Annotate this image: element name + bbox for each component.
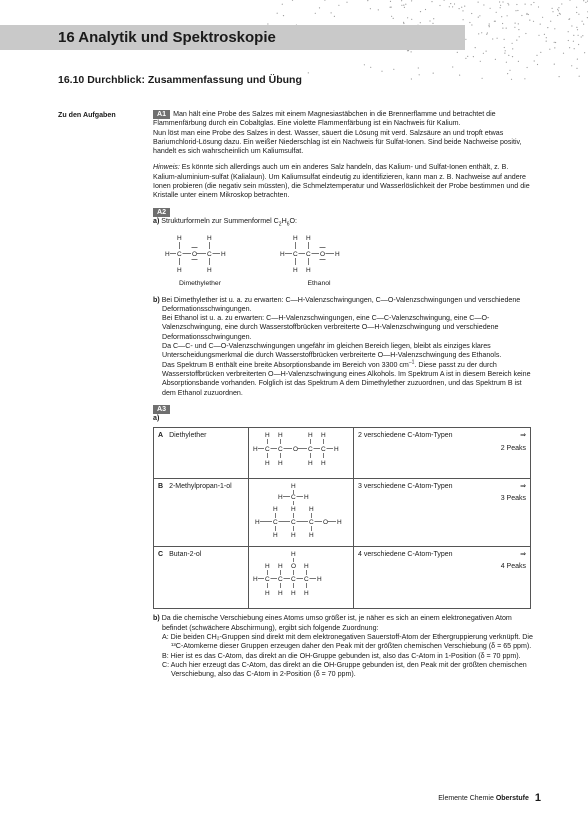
svg-text:O: O [293,446,299,454]
a2-a-text: a) Strukturformeln zur Summenformel $C_2H_6O$: [153,216,297,228]
svg-text:H: H [337,518,342,526]
svg-text:H: H [265,563,270,571]
svg-text:H: H [317,576,322,584]
svg-text:H: H [293,235,298,243]
task-tag-a3: A3 [153,405,170,414]
svg-text:C: C [265,576,270,584]
butanol-structure [249,547,354,609]
svg-text:H: H [177,267,182,275]
svg-text:H: H [321,460,326,468]
a3-b-item-b: B: Hier ist es das C-Atom, das direkt an die OH-Gruppe gebunden ist, also das C-Atom in 1-Position (δ = 70 ppm). [162,651,521,660]
svg-text:H: H [306,267,311,275]
svg-text:C: C [306,251,311,259]
a2-b-paragraph-2: Bei Ethanol ist u. a. zu erwarten: C—H-Valenzschwingungen, eine C—C-Valenzschwingung, eine C—O-Valenzschwingung, eine durch Wasserstoffbrücken verbreiterte O—H-Valenzschwingung und verschiedene Deformationsschwingungen. [162,314,499,341]
peak-count: 3 Peaks [500,495,526,503]
a3-b-item-a: A: Die beiden CH₂-Gruppen sind direkt mit dem elektronegativen Sauerstoff-Atom der Ethergruppierung verknüpft. Die ¹³C-Atomkerne dieser Gruppen erzeugen daher den Peak mit der größten chemischen Verschiebung (δ = 65 ppm). [162,632,533,651]
dimethylether-structure [163,232,237,288]
svg-text:C: C [273,518,278,526]
svg-text:C: C [321,446,326,454]
svg-text:C: C [291,493,296,501]
svg-text:H: H [278,590,283,598]
svg-text:H: H [265,432,270,440]
svg-text:O: O [323,518,329,526]
a1-paragraph-2: Nun löst man eine Probe des Salzes in dest. Wasser, säuert die Lösung mit verd. Salzsäure an und tropft etwas Bariumchlorid-Lösung dazu. Ein weißer Niederschlag ist ein Nachweis für Sulfat-Ionen. Sind beide Nachweise positiv, handelt es sich wahrscheinlich um Kaliumsulfat. [153,128,522,156]
svg-text:C: C [177,251,182,259]
svg-text:H: H [278,432,283,440]
svg-text:H: H [306,235,311,243]
svg-text:H: H [278,460,283,468]
svg-text:H: H [335,251,340,259]
svg-text:H: H [309,505,314,513]
svg-text:C: C [304,576,309,584]
dimethylether-caption: Dimethylether [179,280,221,288]
svg-text:H: H [278,563,283,571]
svg-text:H: H [221,251,226,259]
svg-text:C: C [207,251,212,259]
section-title: 16.10 Durchblick: Zusammenfassung und Übung [58,74,302,86]
svg-text:H: H [291,482,296,490]
svg-text:C: C [291,576,296,584]
svg-text:C: C [291,518,296,526]
table-row: A Diethylether H H H H H C C O C C H H H H H 2 verschiedene C-Atom-Typen ⇒ 2 Peaks [154,428,531,478]
svg-text:H: H [304,590,309,598]
a2-b-paragraph-3: Da C—C- und C—O-Valenzschwingungen ungefähr im gleichen Bereich liegen, bleibt als einziges klares Unterscheidungsmerkmal die durch Wasserstoffbrücken verbreiterte O—H-Valenzschwingung des Ethanols. [162,342,502,360]
svg-text:H: H [273,505,278,513]
svg-text:H: H [304,563,309,571]
svg-text:H: H [291,531,296,539]
diethylether-structure [249,428,354,478]
svg-text:C: C [309,518,314,526]
svg-text:H: H [265,460,270,468]
ethanol-structure [279,232,359,288]
svg-text:H: H [308,432,313,440]
svg-text:C: C [278,576,283,584]
ethanol-caption: Ethanol [307,280,331,288]
svg-text:H: H [334,446,339,454]
svg-text:C: C [265,446,270,454]
svg-text:O: O [291,563,297,571]
svg-text:H: H [255,518,260,526]
svg-text:H: H [321,432,326,440]
peak-count: 2 Peaks [500,444,526,452]
a3-a-label: a) [153,414,160,423]
methylpropanol-structure [249,478,354,546]
svg-text:H: H [309,531,314,539]
svg-text:O: O [192,251,198,259]
answers-content [153,110,533,679]
svg-text:H: H [265,590,270,598]
task-tag-a2: A2 [153,208,170,217]
svg-text:H: H [253,446,258,454]
page-number: 1 [534,792,541,804]
svg-text:H: H [304,493,309,501]
table-row: B 2-Methylpropan-1-ol H H C H H H H H C C C O H H H H 3 verschiedene C-Atom-Typen ⇒ 3 Peaks [154,478,531,546]
svg-text:H: H [293,267,298,275]
task-tag-a1: A1 [153,110,170,119]
a1-hint: Hinweis: Es könnte sich allerdings auch um ein anderes Salz handeln, das Kalium- und Sulfat-Ionen enthält, z. B. Kalium-aluminium-sulfat (Kalialaun). Um Kaliumsulfat eindeutig zu identifizieren, kann man z. B. Nachweise auf andere Ionen probieren (die negativ sein müssten), die Schmelztemperatur und Wasserlöslichkeit der Probe bestimmen und die Kristalle unter einem Mikroskop betrachten. [153,163,530,200]
svg-text:H: H [207,235,212,243]
a2-b-paragraph-4: Das Spektrum B enthält eine breite Absorptionsbande im Bereich von 3300 $cm^{-1}$. Diese passt zu der durch Wasserstoffbrücken verbreiterten O—H-Valenzschwingung eines Alkohols. Im Spektrum A ist in diesem Bereich keine Absorptionsbande vorhanden. Folglich ist das Spektrum A dem Dimethylether zuzuordnen, und das Spektrum B ist dem Ethanol zuzuordnen. [162,359,531,397]
svg-text:H: H [291,590,296,598]
a2-b-paragraph-1: b) Bei Dimethylether ist u. a. zu erwarten: C—H-Valenzschwingungen, C—O-Valenzschwingungen und verschiedene Deformationsschwingungen. [153,295,521,313]
a3-b-item-c: C: Auch hier erzeugt das C-Atom, das direkt an die OH-Gruppe gebunden ist, den Peak mit der größten chemischen Verschiebung, also das C-Atom in 2-Position (δ = 70 ppm). [162,660,527,679]
svg-text:C: C [293,251,298,259]
svg-text:C: C [278,446,283,454]
a1-paragraph-1: A1 Man hält eine Probe des Salzes mit einem Magnesiastäbchen in die Brennerflamme und betrachtet die Flammenfärbung durch ein Cobaltglas. Eine violette Flammenfärbung ist ein Nachweis für Kalium. [153,110,496,128]
nmr-table [153,427,531,609]
svg-text:H: H [273,531,278,539]
svg-text:H: H [291,551,296,559]
svg-text:H: H [177,235,182,243]
svg-text:C: C [308,446,313,454]
svg-text:H: H [207,267,212,275]
svg-text:H: H [308,460,313,468]
a3-b-intro: b) Da die chemische Verschiebung eines Atoms umso größer ist, je näher es sich an einem elektronegativen Atom befindet (schwächere Abschirmung), ergibt sich folgende Zuordnung: [153,614,512,632]
svg-text:H: H [280,251,285,259]
side-label: Zu den Aufgaben [58,111,116,119]
svg-text:H: H [278,493,283,501]
peak-count: 4 Peaks [500,563,526,571]
table-row: C Butan-2-ol H H H O H H C C C C H H H H H 4 verschiedene C-Atom-Typen ⇒ 4 Peaks [154,547,531,609]
svg-text:O: O [320,251,326,259]
svg-text:H: H [291,505,296,513]
structural-formulas [163,232,533,288]
svg-text:H: H [253,576,258,584]
chapter-title: 16 Analytik und Spektroskopie [58,29,276,46]
svg-text:H: H [165,251,170,259]
page-footer: Elemente Chemie Oberstufe 1 [438,792,541,804]
